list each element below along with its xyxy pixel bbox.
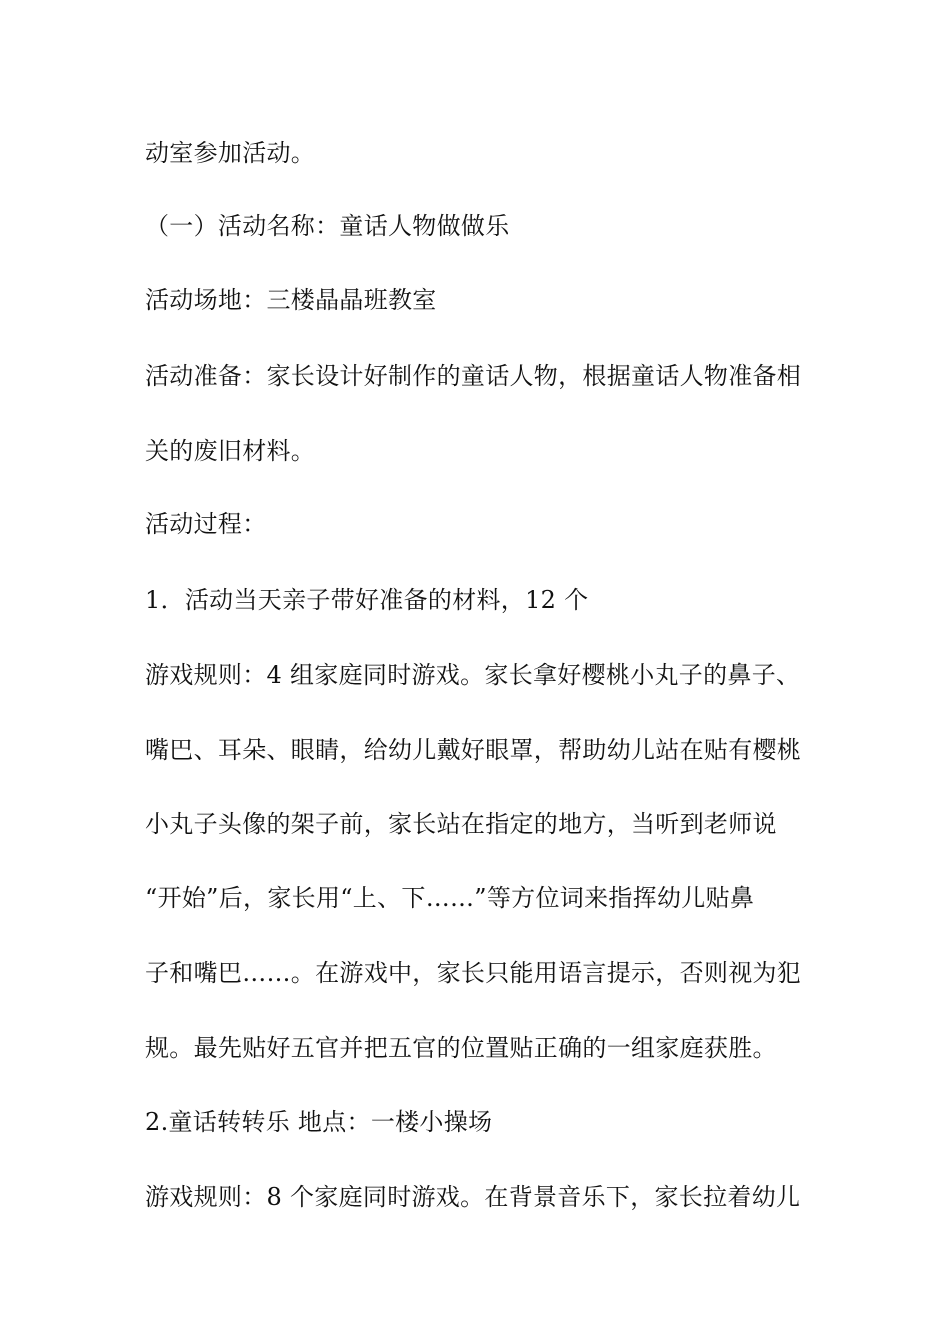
section-heading-activity-name: （一）活动名称：童话人物做做乐 xyxy=(145,212,510,240)
text-line-preparation: 活动准备：家长设计好制作的童话人物，根据童话人物准备相 xyxy=(145,362,802,390)
list-item-2: 2.童话转转乐 地点：一楼小操场 xyxy=(145,1108,493,1136)
text-line-rules-5: 子和嘴巴……。在游戏中，家长只能用语言提示，否则视为犯 xyxy=(145,959,802,987)
text-line-process-heading: 活动过程： xyxy=(145,510,267,538)
list-item-1: 1．活动当天亲子带好准备的材料，12 个 xyxy=(145,586,589,614)
text-line-rules-4: “开始”后，家长用“上、下……”等方位词来指挥幼儿贴鼻 xyxy=(145,884,755,912)
text-line-preparation-cont: 关的废旧材料。 xyxy=(145,437,316,465)
text-line-venue: 活动场地：三楼晶晶班教室 xyxy=(145,286,437,314)
text-line-rules-6: 规。最先贴好五官并把五官的位置贴正确的一组家庭获胜。 xyxy=(145,1034,777,1062)
text-line-rules-game-2: 游戏规则：8 个家庭同时游戏。在背景音乐下，家长拉着幼儿 xyxy=(145,1183,801,1211)
text-line-rules-2: 嘴巴、耳朵、眼睛，给幼儿戴好眼罩，帮助幼儿站在贴有樱桃 xyxy=(145,736,802,764)
text-line-rules-1: 游戏规则：4 组家庭同时游戏。家长拿好樱桃小丸子的鼻子、 xyxy=(145,661,801,689)
text-line-rules-3: 小丸子头像的架子前，家长站在指定的地方，当听到老师说 xyxy=(145,810,777,838)
text-line-continuation: 动室参加活动。 xyxy=(145,139,316,167)
